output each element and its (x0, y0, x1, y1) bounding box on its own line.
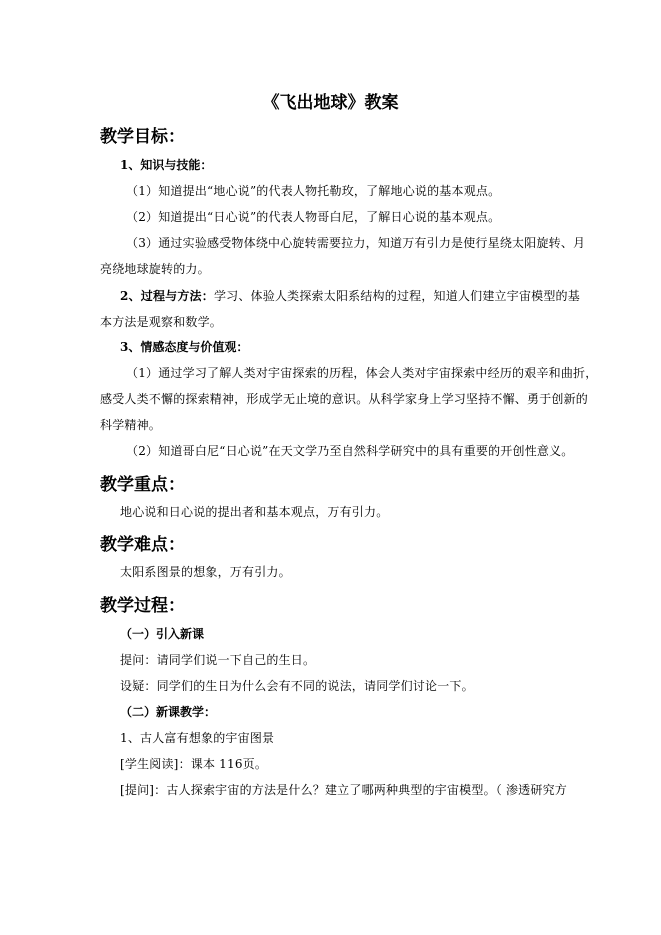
new-lesson-reading: [学生阅读]：课本 116页。 (120, 757, 268, 771)
heading-teaching-goals: 教学目标： (100, 127, 185, 147)
process-method-text-line-2: 本方法是观察和数学。 (100, 315, 223, 329)
heading-attitude-values: 3、情感态度与价值观： (120, 340, 249, 354)
process-method-paragraph (120, 287, 580, 304)
process-method-text-line-1: 学习、体验人类探索太阳系结构的过程，知道人们建立宇宙模型的基 (213, 289, 580, 303)
attitude-item-1-line-2: 感受人类不懈的探索精神，形成学无止境的意识。从科学家身上学习坚持不懈、勇于创新的 (100, 392, 589, 406)
knowledge-item-2: （2）知道提出“日心说”的代表人物哥白尼，了解日心说的基本观点。 (126, 210, 501, 224)
knowledge-item-3-line-1: （3）通过实验感受物体绕中心旋转需要拉力，知道万有引力是使行星绕太阳旋转、月 (126, 236, 586, 250)
heading-knowledge-skills: 1、知识与技能： (120, 158, 213, 172)
attitude-item-1-line-1: （1）通过学习了解人类对宇宙探索的历程，体会人类对宇宙探索中经历的艰辛和曲折， (126, 366, 598, 380)
heading-difficulties: 教学难点： (100, 535, 185, 555)
attitude-item-1-line-3: 科学精神。 (100, 418, 162, 432)
heading-key-points: 教学重点： (100, 475, 185, 495)
key-points-text: 地心说和日心说的提出者和基本观点，万有引力。 (120, 505, 389, 519)
intro-hypothesis: 设疑：同学们的生日为什么会有不同的说法，请同学们讨论一下。 (120, 679, 474, 693)
attitude-item-2: （2）知道哥白尼“日心说”在天文学乃至自然科学研究中的具有重要的开创性意义。 (126, 444, 574, 458)
new-lesson-item-1: 1、古人富有想象的宇宙图景 (120, 731, 275, 745)
knowledge-item-1: （1）知道提出“地心说”的代表人物托勒玫，了解地心说的基本观点。 (126, 184, 501, 198)
intro-question: 提问：请同学们说一下自己的生日。 (120, 653, 316, 667)
heading-teaching-process: 教学过程： (100, 596, 185, 616)
difficulties-text: 太阳系图景的想象，万有引力。 (120, 565, 291, 579)
new-lesson-question: [提问]：古人探索宇宙的方法是什么？建立了哪两种典型的宇宙模型。（ 渗透研究方 (120, 783, 567, 797)
heading-intro-new-lesson: （一）引入新课 (120, 627, 205, 641)
heading-new-lesson-teaching: （二）新课教学： (120, 705, 217, 719)
document-title: 《飞出地球》教案 (262, 93, 399, 113)
heading-process-method: 2、过程与方法： (120, 289, 214, 303)
knowledge-item-3-line-2: 亮绕地球旋转的力。 (100, 262, 210, 276)
